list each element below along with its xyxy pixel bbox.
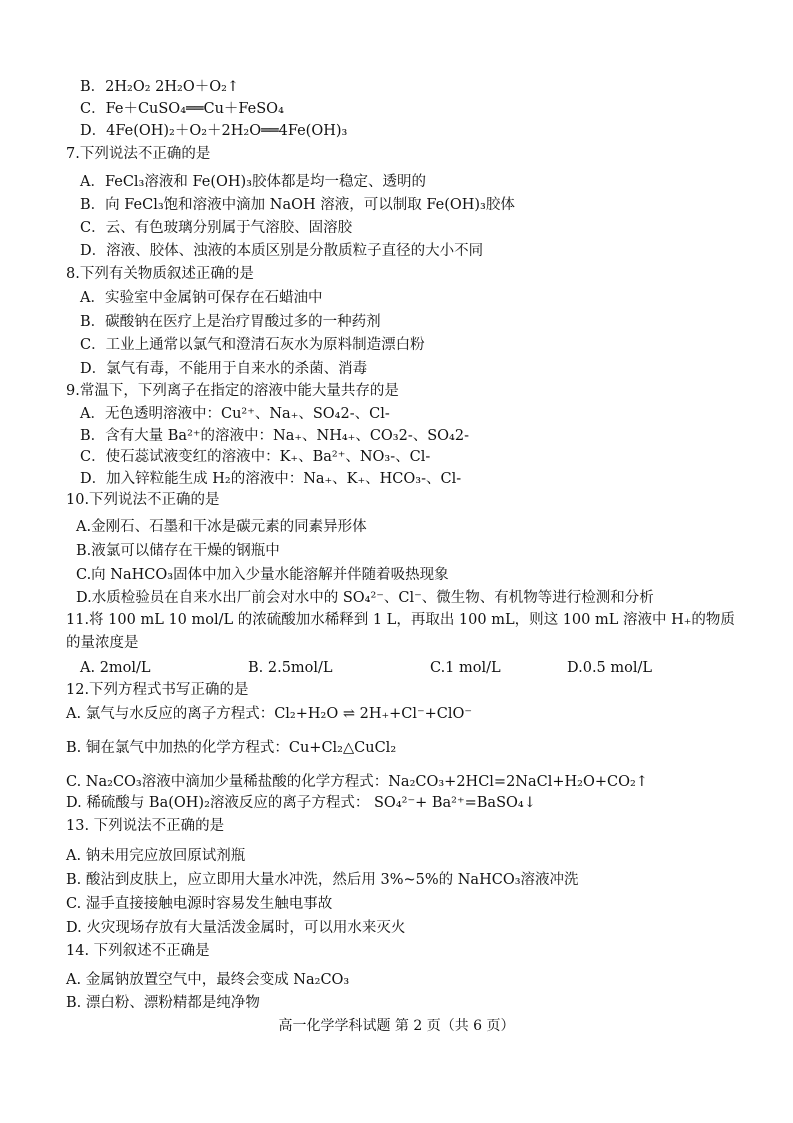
q14-option-a: A. 金属钠放置空气中，最终会变成 Na₂CO₃ [66, 972, 350, 988]
q7-option-b: B．向 FeCl₃饱和溶液中滴加 NaOH 溶液，可以制取 Fe(OH)₃胶体 [80, 197, 515, 213]
q11-option-b: B. 2.5mol/L [248, 660, 333, 676]
q13-stem: 13. 下列说法不正确的是 [66, 818, 225, 834]
q9-stem: 9.常温下，下列离子在指定的溶液中能大量共存的是 [66, 383, 399, 399]
q6-option-c: C．Fe＋CuSO₄══Cu＋FeSO₄ [80, 101, 284, 117]
q10-option-b: B.液氯可以储存在干燥的钢瓶中 [76, 543, 280, 559]
q8-option-d: D．氯气有毒，不能用于自来水的杀菌、消毒 [80, 361, 368, 377]
q6-option-b: B．2H₂O₂ 2H₂O＋O₂↑ [80, 79, 240, 95]
q9-option-c: C．使石蕊试液变红的溶液中：K₊、Ba²⁺、NO₃-、Cl- [80, 449, 431, 465]
q13-option-a: A. 钠未用完应放回原试剂瓶 [66, 848, 246, 864]
q12-option-d: D. 稀硫酸与 Ba(OH)₂溶液反应的离子方程式： SO₄²⁻+ Ba²⁺=BaSO₄↓ [66, 795, 536, 811]
q14-option-b: B. 漂白粉、漂粉精都是纯净物 [66, 995, 260, 1011]
q11-option-c: C.1 mol/L [430, 660, 501, 676]
q12-option-b: B. 铜在氯气中加热的化学方程式：Cu+Cl₂△CuCl₂ [66, 740, 397, 756]
q7-stem: 7.下列说法不正确的是 [66, 146, 211, 162]
q10-stem: 10.下列说法不正确的是 [66, 492, 220, 508]
q13-option-d: D. 火灾现场存放有大量活泼金属时，可以用水来灭火 [66, 920, 406, 936]
q11-stem-line1: 11.将 100 mL 10 mol/L 的浓硫酸加水稀释到 1 L，再取出 100 mL，则这 100 mL 溶液中 H₊的物质 [66, 612, 735, 628]
q9-option-a: A．无色透明溶液中：Cu²⁺、Na₊、SO₄2-、Cl- [80, 406, 390, 422]
q14-stem: 14. 下列叙述不正确是 [66, 943, 210, 959]
q8-option-b: B．碳酸钠在医疗上是治疗胃酸过多的一种药剂 [80, 314, 381, 330]
q10-option-d: D.水质检验员在自来水出厂前会对水中的 SO₄²⁻、Cl⁻、微生物、有机物等进行检测和分析 [76, 590, 654, 606]
page-footer: 高一化学学科试题 第 2 页（共 6 页） [278, 1018, 515, 1034]
q13-option-b: B. 酸沾到皮肤上，应立即用大量水冲洗，然后用 3%~5%的 NaHCO₃溶液冲洗 [66, 872, 579, 888]
q12-option-a: A. 氯气与水反应的离子方程式：Cl₂+H₂O ⇌ 2H₊+Cl⁻+ClO⁻ [66, 706, 473, 722]
q7-option-a: A．FeCl₃溶液和 Fe(OH)₃胶体都是均一稳定、透明的 [80, 174, 426, 190]
q9-option-b: B．含有大量 Ba²⁺的溶液中：Na₊、NH₄₊、CO₃2-、SO₄2- [80, 428, 469, 444]
q10-option-a: A.金刚石、石墨和干冰是碳元素的同素异形体 [76, 519, 367, 535]
q7-option-d: D．溶液、胶体、浊液的本质区别是分散质粒子直径的大小不同 [80, 243, 484, 259]
q8-option-a: A．实验室中金属钠可保存在石蜡油中 [80, 290, 323, 306]
q8-stem: 8.下列有关物质叙述正确的是 [66, 266, 254, 282]
q11-option-a: A. 2mol/L [80, 660, 151, 676]
q9-option-d: D．加入锌粒能生成 H₂的溶液中：Na₊、K₊、HCO₃-、Cl- [80, 471, 462, 487]
q6-option-d: D．4Fe(OH)₂＋O₂＋2H₂O══4Fe(OH)₃ [80, 123, 348, 139]
q7-option-c: C．云、有色玻璃分别属于气溶胶、固溶胶 [80, 220, 353, 236]
q11-stem-line2: 的量浓度是 [66, 635, 139, 651]
q11-option-d: D.0.5 mol/L [567, 660, 653, 676]
q13-option-c: C. 湿手直接接触电源时容易发生触电事故 [66, 896, 333, 912]
q10-option-c: C.向 NaHCO₃固体中加入少量水能溶解并伴随着吸热现象 [76, 567, 449, 583]
q8-option-c: C．工业上通常以氯气和澄清石灰水为原料制造漂白粉 [80, 337, 425, 353]
q12-option-c: C. Na₂CO₃溶液中滴加少量稀盐酸的化学方程式：Na₂CO₃+2HCl=2NaCl+H₂O+CO₂↑ [66, 774, 648, 790]
q12-stem: 12.下列方程式书写正确的是 [66, 682, 249, 698]
